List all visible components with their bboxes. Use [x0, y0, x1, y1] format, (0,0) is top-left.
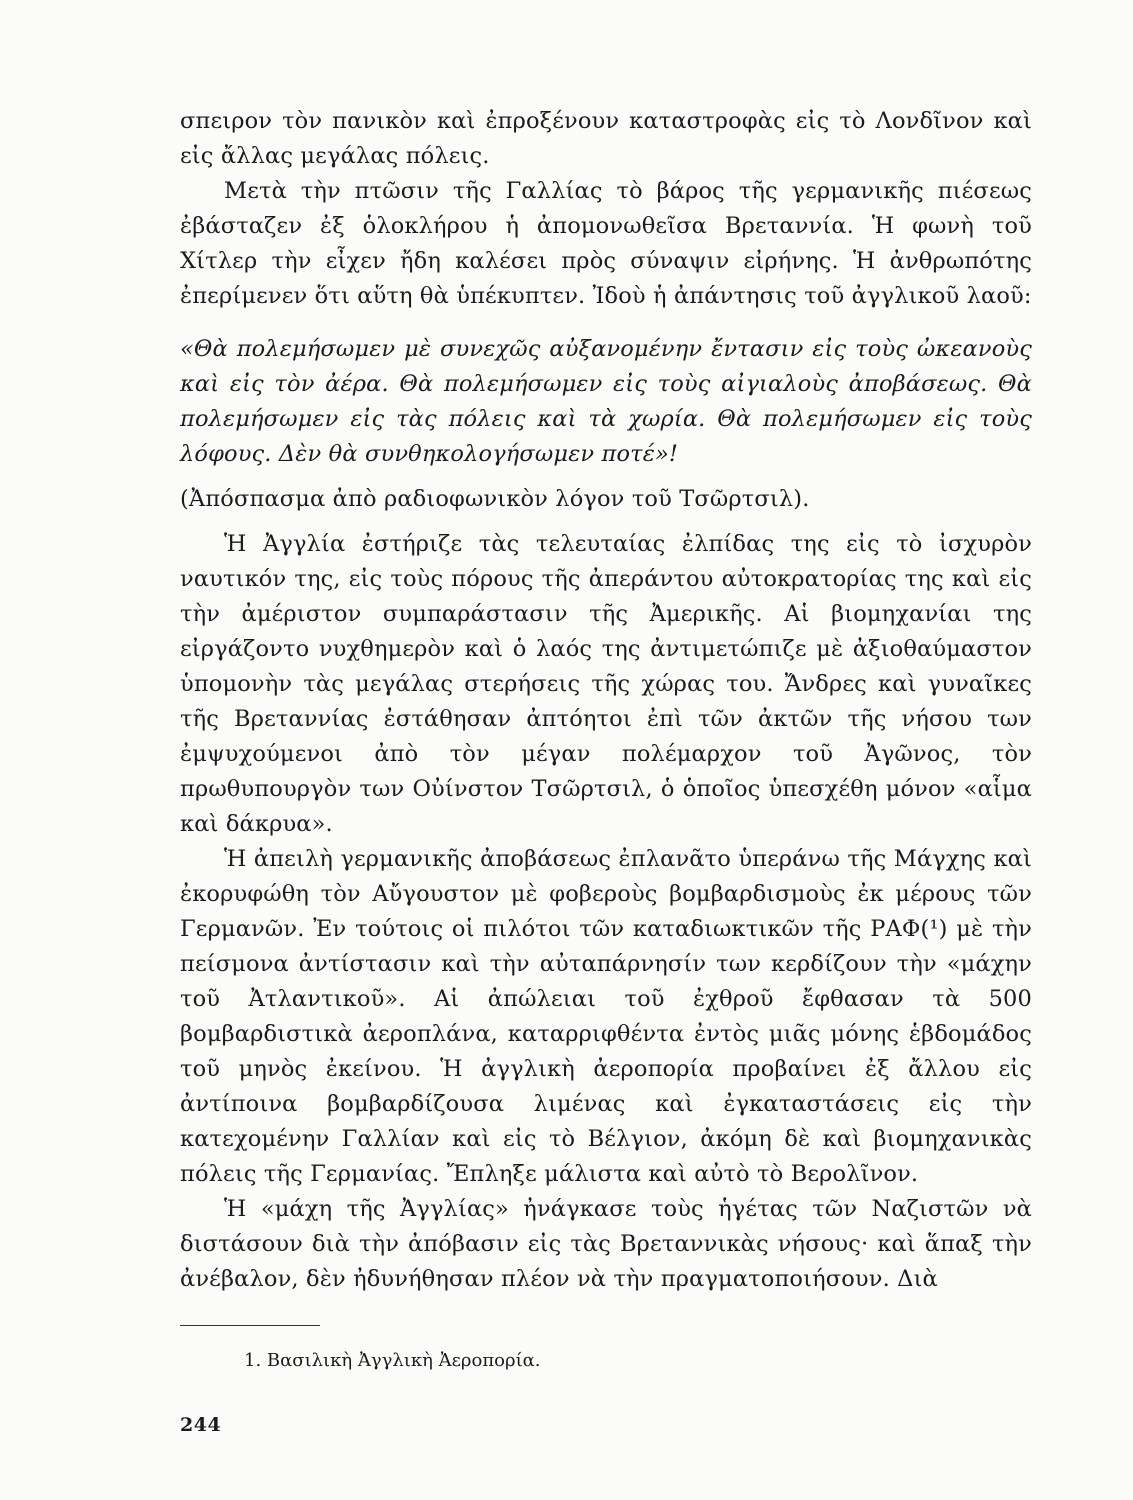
paragraph-battle-of-britain: Ἡ «μάχη τῆς Ἀγγλίας» ἠνάγκασε τοὺς ἡγέτας τῶν Ναζιστῶν νὰ διστάσουν διὰ τὴν ἀπόβασιν εἰς τὰς Βρεταννικὰς νήσους· καὶ ἅπαξ τὴν ἀνέβαλον, δὲν ἠδυνήθησαν πλέον νὰ τὴν πραγματοποιήσουν. Διὰ — [180, 1196, 1032, 1292]
page-number: 244 — [180, 1414, 222, 1436]
paragraph-continuation: σπειρον τὸν πανικὸν καὶ ἐπροξένουν καταστροφὰς εἰς τὸ Λονδῖνον καὶ εἰς ἄλλας μεγάλας πόλεις. — [180, 108, 1032, 169]
footnote-divider — [180, 1325, 320, 1326]
churchill-quote: «Θὰ πολεμήσωμεν μὲ συνεχῶς αὐξανομένην ἔντασιν εἰς τοὺς ὠκεανοὺς καὶ εἰς τὸν ἀέρα. Θὰ πολεμήσωμεν εἰς τοὺς αἰγιαλοὺς ἀποβάσεως. Θὰ πολεμήσωμεν εἰς τὰς πόλεις καὶ τὰ χωρία. Θὰ πολεμήσωμεν εἰς τοὺς λόφους. Δὲν θὰ συνθηκολογήσωμεν ποτέ»! — [180, 336, 1032, 467]
footnote: 1. Βασιλικὴ Ἀγγλικὴ Ἀεροπορία. — [244, 1350, 541, 1371]
paragraph-england-hopes: Ἡ Ἀγγλία ἐστήριζε τὰς τελευταίας ἐλπίδας της εἰς τὸ ἰσχυρὸν ναυτικόν της, εἰς τοὺς πόρους τῆς ἀπεράντου αὐτοκρατορίας της καὶ εἰς τὴν ἀμέριστον συμπαράστασιν τῆς Ἀμερικῆς. Αἱ βιομηχανίαι της εἰργάζοντο νυχθημερὸν καὶ ὁ λαός της ἀντιμετώπιζε μὲ ἀξιοθαύμαστον ὑπομονὴν τὰς μεγάλας στερήσεις τῆς χώρας του. Ἄνδρες καὶ γυναῖκες τῆς Βρεταννίας ἐστάθησαν ἀπτόητοι ἐπὶ τῶν ἀκτῶν τῆς νήσου των ἐμψυχούμενοι ἀπὸ τὸν μέγαν πολέμαρχον τοῦ Ἀγῶνος, τὸν πρωθυπουργὸν των Οὐίνστον Τσῶρτσιλ, ὁ ὁποῖος ὑπεσχέθη μόνον «αἷμα καὶ δάκρυα». — [180, 531, 1032, 837]
paragraph-fall-of-france: Μετὰ τὴν πτῶσιν τῆς Γαλλίας τὸ βάρος τῆς γερμανικῆς πιέσεως ἐβάσταζεν ἐξ ὁλοκλήρου ἡ ἀπομονωθεῖσα Βρεταννία. Ἡ φωνὴ τοῦ Χίτλερ τὴν εἶχεν ἤδη καλέσει πρὸς σύναψιν εἰρήνης. Ἡ ἀνθρωπότης ἐπερίμενεν ὅτι αὕτη θὰ ὑπέκυπτεν. Ἰδοὺ ἡ ἀπάντησις τοῦ ἀγγλικοῦ λαοῦ: — [180, 178, 1032, 309]
paragraph-invasion-threat: Ἡ ἀπειλὴ γερμανικῆς ἀποβάσεως ἐπλανᾶτο ὑπεράνω τῆς Μάγχης καὶ ἐκορυφώθη τὸν Αὔγουστον μὲ φοβεροὺς βομβαρδισμοὺς ἐκ μέρους τῶν Γερμανῶν. Ἐν τούτοις οἱ πιλότοι τῶν καταδιωκτικῶν τῆς ΡΑΦ(¹) μὲ τὴν πείσμονα ἀντίστασιν καὶ τὴν αὐταπάρνησίν των κερδίζουν τὴν «μάχην τοῦ Ἀτλαντικοῦ». Αἱ ἀπώλειαι τοῦ ἐχθροῦ ἔφθασαν τὰ 500 βομβαρδιστικὰ ἀεροπλάνα, καταρριφθέντα ἐντὸς μιᾶς μόνης ἑβδομάδος τοῦ μηνὸς ἐκείνου. Ἡ ἀγγλικὴ ἀεροπορία προβαίνει ἐξ ἄλλου εἰς ἀντίποινα βομβαρδίζουσα λιμένας καὶ ἐγκαταστάσεις εἰς τὴν κατεχομένην Γαλλίαν καὶ εἰς τὸ Βέλγιον, ἀκόμη δὲ καὶ βιομηχανικὰς πόλεις τῆς Γερμανίας. Ἔπληξε μάλιστα καὶ αὐτὸ τὸ Βερολῖνον. — [180, 846, 1032, 1187]
quote-source: (Ἀπόσπασμα ἀπὸ ραδιοφωνικὸν λόγον τοῦ Τσῶρτσιλ). — [180, 486, 810, 512]
body-text — [180, 104, 1032, 1297]
